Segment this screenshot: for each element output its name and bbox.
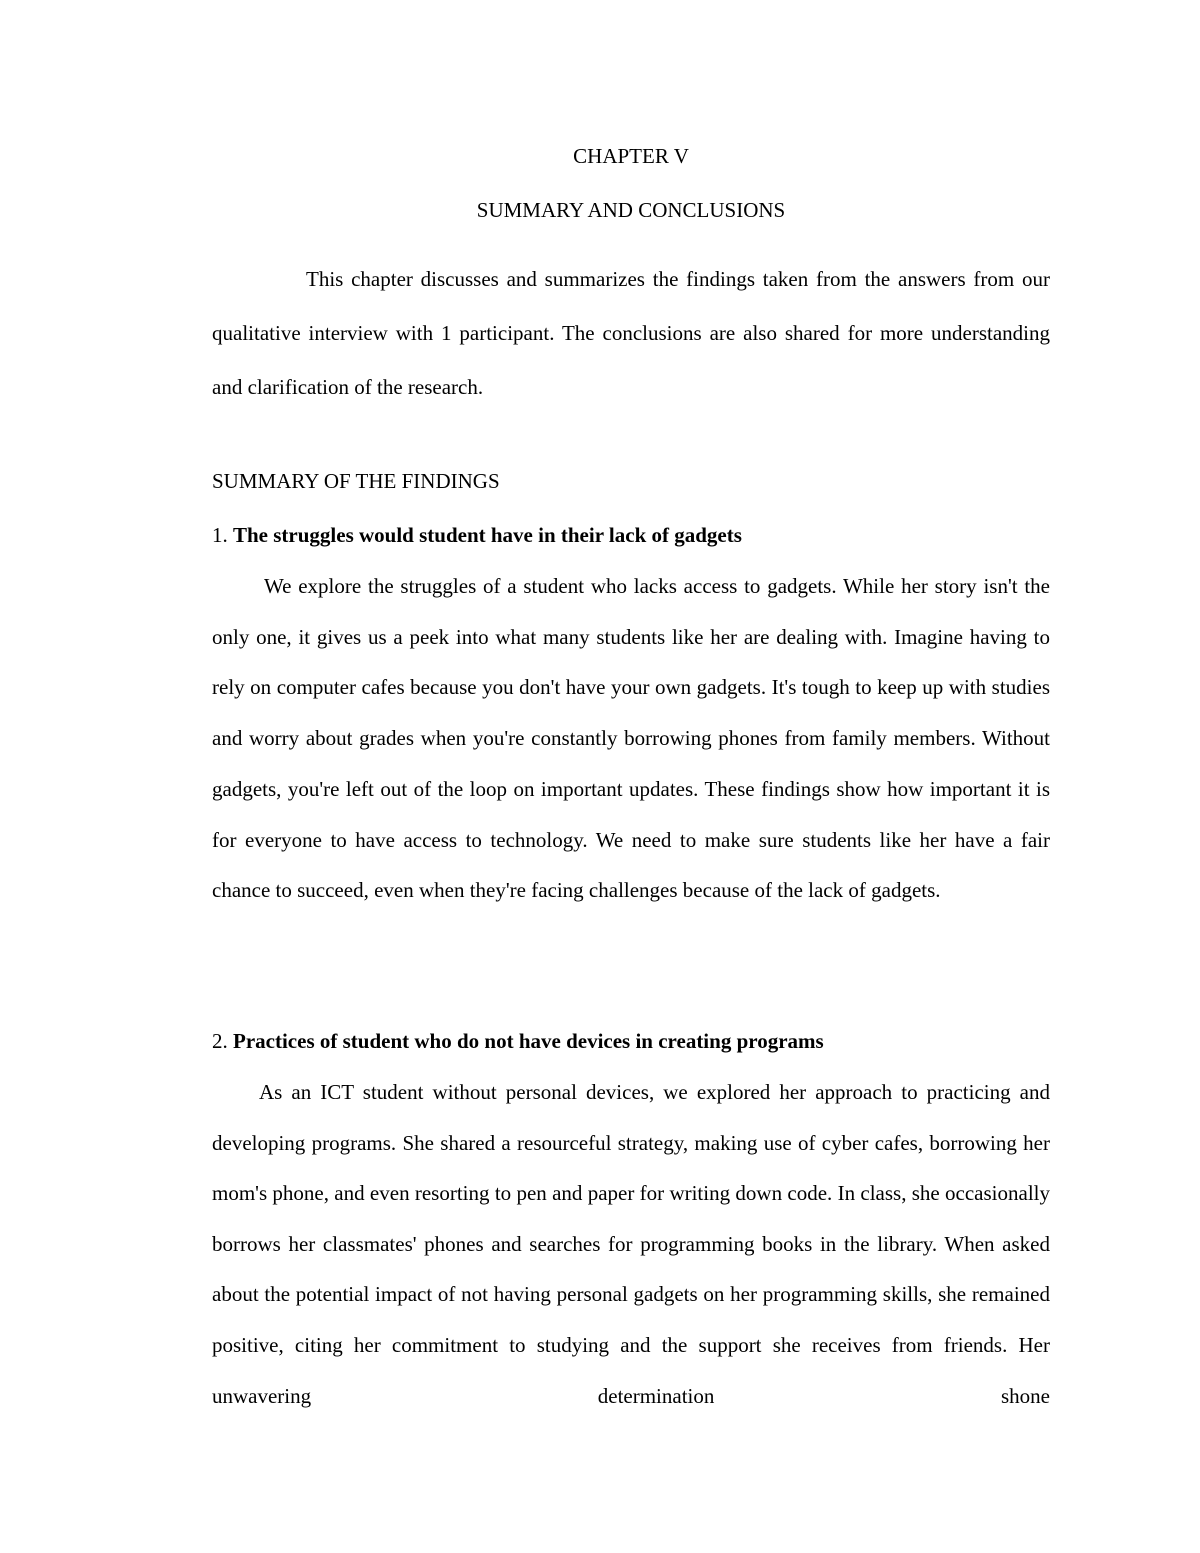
finding-2-body: As an ICT student without personal devices, we explored her approach to practicing and developing programs. She shared a resourceful strategy, making use of cyber cafes, borrowing her mom's phone, and even resorting to pen and paper for writing down code. In class, she occasionally borrows her classmates' phones and searches for programming books in the library. When asked about the potential impact of not having personal gadgets on her programming skills, she remained positive, citing her commitment to studying and the support she receives from friends. Her unwavering determination shone: [212, 1080, 1050, 1408]
finding-2-title: Practices of student who do not have devices in creating programs: [233, 1029, 824, 1053]
finding-1-heading: [212, 522, 742, 548]
finding-2-heading: [212, 1028, 824, 1054]
chapter-label: CHAPTER V: [573, 144, 689, 168]
intro-paragraph: [212, 252, 1050, 414]
finding-1-paragraph: [212, 561, 1050, 916]
finding-1-body: We explore the struggles of a student who lacks access to gadgets. While her story isn't the only one, it gives us a peek into what many students like her are dealing with. Imagine having to rely on computer cafes because you don't have your own gadgets. It's tough to keep up with studies and worry about grades when you're constantly borrowing phones from family members. Without gadgets, you're left out of the loop on important updates. These findings show how important it is for everyone to have access to technology. We need to make sure students like her have a fair chance to succeed, even when they're facing challenges because of the lack of gadgets.: [212, 574, 1050, 903]
intro-text: This chapter discusses and summarizes the findings taken from the answers from our qualitative interview with 1 participant. The conclusions are also shared for more understanding and clarification of the research.: [212, 267, 1050, 399]
section-heading: SUMMARY OF THE FINDINGS: [212, 469, 500, 493]
finding-1-title: The struggles would student have in their lack of gadgets: [233, 523, 742, 547]
finding-2-paragraph: [212, 1067, 1050, 1421]
chapter-title: SUMMARY AND CONCLUSIONS: [476, 198, 786, 222]
finding-1-number: 1.: [212, 523, 228, 547]
finding-2-number: 2.: [212, 1029, 228, 1053]
